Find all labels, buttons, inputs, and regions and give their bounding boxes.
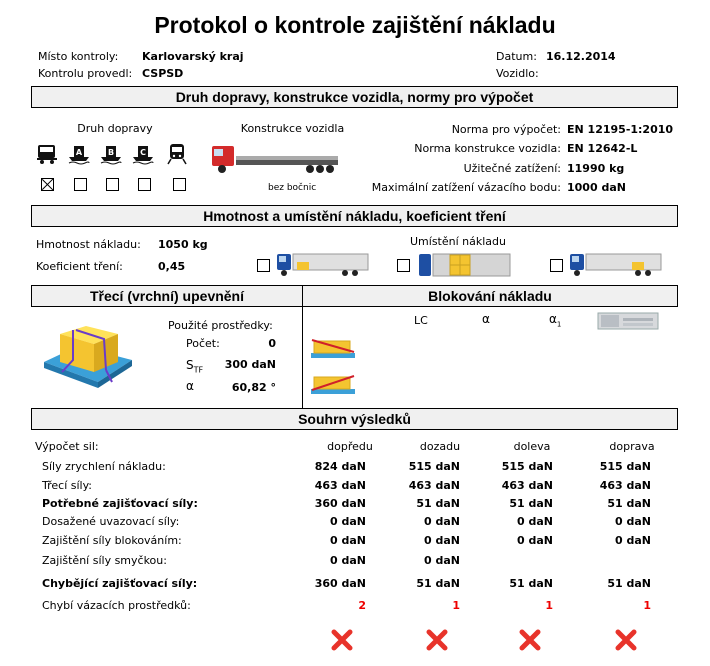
- transport-checkbox-rail[interactable]: [173, 178, 186, 191]
- stf-label: $S_{TF}$: [186, 358, 204, 375]
- col-forward: dopředu: [327, 440, 373, 453]
- lc-column: LC: [414, 314, 428, 327]
- section-mass-header: Hmotnost a umístění nákladu, koeficient tření: [31, 205, 678, 227]
- place-label: Místo kontroly:: [38, 50, 119, 63]
- train-icon: [166, 143, 188, 165]
- row-value: 515 daN: [599, 460, 651, 473]
- norm-label: Norma pro výpočet:: [451, 123, 561, 136]
- stf-value: 300 daN: [224, 358, 276, 371]
- row-value: 463 daN: [408, 479, 460, 492]
- alpha-value: 60,82 °: [231, 381, 276, 394]
- lashing-thumbnail: [597, 312, 659, 330]
- friction-label: Koeficient tření:: [36, 260, 123, 273]
- missing-forward: 2: [358, 599, 366, 612]
- row-label: Dosažené uvazovací síly:: [42, 515, 180, 528]
- row-value: 51 daN: [509, 497, 553, 510]
- ship-b-icon: [100, 143, 122, 165]
- summary-header: Souhrn výsledků: [31, 408, 678, 430]
- truck-icon: [36, 143, 58, 165]
- page-title: Protokol o kontrole zajištění nákladu: [154, 12, 556, 38]
- max-load-value: 1000 daN: [567, 181, 626, 194]
- row-value: 360 daN: [314, 577, 366, 590]
- place-value: Karlovarský kraj: [142, 50, 244, 63]
- row-value: 0 daN: [330, 534, 366, 547]
- row-value: 51 daN: [416, 497, 460, 510]
- row-label: Síly zrychlení nákladu:: [42, 460, 166, 473]
- inspector-label: Kontrolu provedl:: [38, 67, 133, 80]
- row-value: 463 daN: [599, 479, 651, 492]
- missing-label: Chybí vázacích prostředků:: [42, 599, 191, 612]
- missing-left: 1: [545, 599, 553, 612]
- blocking-header: Blokování nákladu: [302, 285, 678, 307]
- missing-backward: 1: [452, 599, 460, 612]
- construction-caption: bez bočnic: [268, 183, 317, 193]
- row-value: 51 daN: [607, 577, 651, 590]
- missing-right: 1: [643, 599, 651, 612]
- mass-label: Hmotnost nákladu:: [36, 238, 141, 251]
- alpha-label: α: [186, 379, 194, 393]
- ship-c-icon: [132, 143, 154, 165]
- fail-icon: [425, 628, 449, 652]
- placement-checkbox-1[interactable]: [257, 259, 270, 272]
- fail-icon: [518, 628, 542, 652]
- row-value: 0 daN: [330, 554, 366, 567]
- row-label: Třecí síly:: [42, 479, 93, 492]
- construction-label: Konstrukce vozidla: [240, 122, 345, 135]
- truck-placement-image-1: [275, 250, 370, 278]
- truck-placement-image-2: [568, 250, 663, 278]
- friction-lashing-header: Třecí (vrchní) upevnění: [31, 285, 303, 307]
- inspector-value: CSPSD: [142, 67, 184, 80]
- row-value: 0 daN: [517, 515, 553, 528]
- row-value: 0 daN: [615, 515, 651, 528]
- count-value: 0: [268, 337, 276, 350]
- placement-checkbox-2[interactable]: [397, 259, 410, 272]
- row-value: 824 daN: [314, 460, 366, 473]
- row-value: 515 daN: [408, 460, 460, 473]
- ship-a-icon: [68, 143, 90, 165]
- transport-checkbox-ship-b[interactable]: [106, 178, 119, 191]
- calc-label: Výpočet sil:: [35, 440, 99, 453]
- vehicle-label: Vozidlo:: [496, 67, 539, 80]
- row-label: Zajištění síly blokováním:: [42, 534, 182, 547]
- col-backward: dozadu: [419, 440, 461, 453]
- row-value: 0 daN: [424, 515, 460, 528]
- col-right: doprava: [609, 440, 655, 453]
- row-value: 0 daN: [330, 515, 366, 528]
- cargo-lashing-image: [38, 312, 138, 392]
- vehicle-construction-image: [210, 138, 340, 178]
- transport-checkbox-ship-a[interactable]: [74, 178, 87, 191]
- row-value: 0 daN: [424, 554, 460, 567]
- date-value: 16.12.2014: [546, 50, 616, 63]
- alpha-column: α: [482, 312, 490, 326]
- norm-value: EN 12195-1:2010: [567, 123, 674, 136]
- friction-value: 0,45: [158, 260, 186, 273]
- max-load-label: Maximální zatížení vázacího bodu:: [371, 181, 561, 194]
- transport-checkbox-ship-c[interactable]: [138, 178, 151, 191]
- payload-value: 11990 kg: [567, 162, 625, 175]
- norm-construction-value: EN 12642-L: [567, 142, 638, 155]
- row-value: 0 daN: [517, 534, 553, 547]
- transport-label: Druh dopravy: [77, 122, 153, 135]
- svg-text:B: B: [107, 148, 115, 157]
- placement-label: Umístění nákladu: [410, 235, 506, 248]
- section-transport-header: Druh dopravy, konstrukce vozidla, normy pro výpočet: [31, 86, 678, 108]
- row-value: 0 daN: [615, 534, 651, 547]
- section-divider: [302, 306, 303, 408]
- alpha1-column: $\alpha_1$: [549, 312, 562, 329]
- date-label: Datum:: [496, 50, 537, 63]
- mass-value: 1050 kg: [158, 238, 208, 251]
- row-value: 51 daN: [509, 577, 553, 590]
- used-means-label: Použité prostředky:: [168, 319, 273, 332]
- row-value: 51 daN: [607, 497, 651, 510]
- row-label: Potřebné zajišťovací síly:: [42, 497, 198, 510]
- row-value: 463 daN: [314, 479, 366, 492]
- fail-icon: [614, 628, 638, 652]
- placement-checkbox-3[interactable]: [550, 259, 563, 272]
- col-left: doleva: [513, 440, 551, 453]
- row-value: 515 daN: [501, 460, 553, 473]
- blocking-front-icon: [310, 336, 356, 360]
- load-placement-top-view: [417, 252, 512, 278]
- norm-construction-label: Norma konstrukce vozidla:: [414, 142, 561, 155]
- count-label: Počet:: [186, 337, 220, 350]
- fail-icon: [330, 628, 354, 652]
- transport-checkbox-road[interactable]: [41, 178, 54, 191]
- row-value: 360 daN: [314, 497, 366, 510]
- row-label: Chybějící zajišťovací síly:: [42, 577, 198, 590]
- row-value: 0 daN: [424, 534, 460, 547]
- row-value: 51 daN: [416, 577, 460, 590]
- row-value: 463 daN: [501, 479, 553, 492]
- svg-text:A: A: [75, 148, 83, 157]
- svg-text:C: C: [140, 148, 146, 157]
- row-label: Zajištění síly smyčkou:: [42, 554, 167, 567]
- payload-label: Užitečné zatížení:: [463, 162, 561, 175]
- blocking-side-icon: [310, 372, 356, 396]
